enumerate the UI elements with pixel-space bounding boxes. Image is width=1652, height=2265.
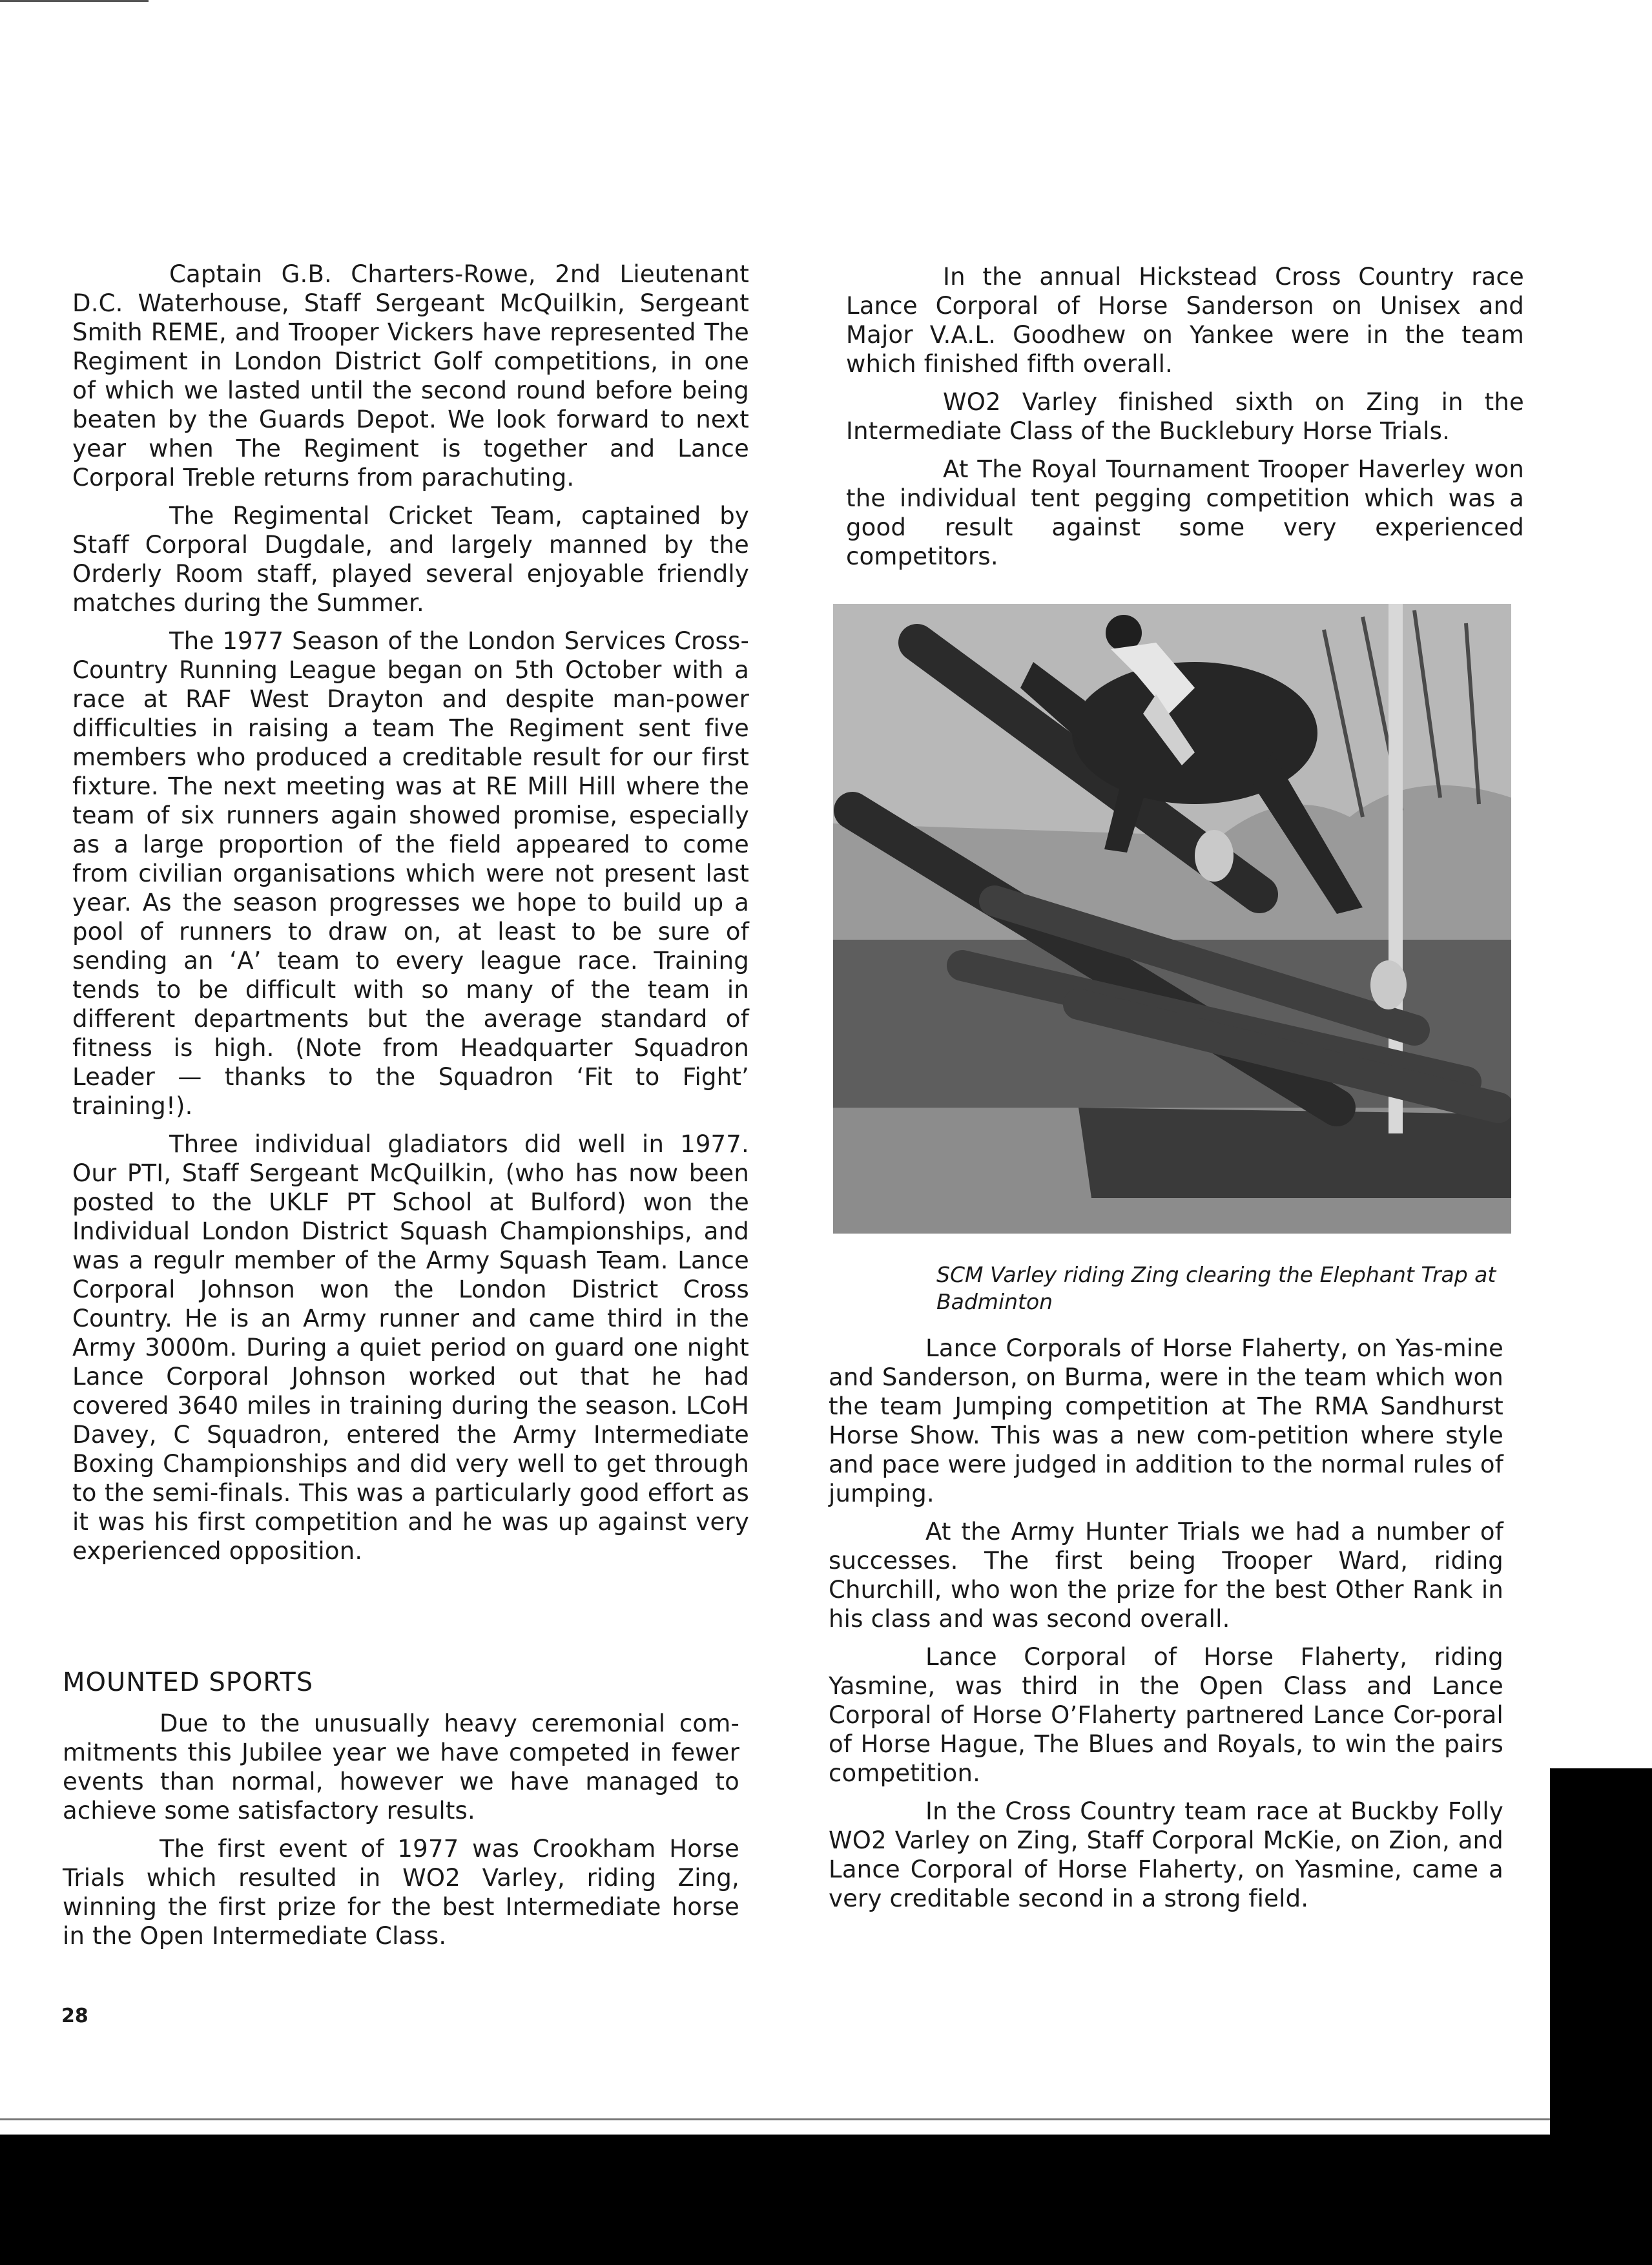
- paragraph-golf: Captain G.B. Charters-Rowe, 2nd Lieutenant D.C. Waterhouse, Staff Sergeant McQuilkin, Sergeant Smith REME, and Trooper Vickers have represented The Regiment in London District Golf competitions, in one of which we lasted until the second round before being beaten by the Guards Depot. We look forward to next year when The Regiment is together and Lance Corporal Treble returns from parachuting.: [72, 260, 749, 491]
- paragraph-gladiators: Three individual gladiators did well in 1977. Our PTI, Staff Sergeant McQuilkin, (who has now been posted to the UKLF PT School at Bulford) won the Individual London District Squash Championships, and was a regulr member of the Army Squash Team. Lance Corporal Johnson won the London District Cross Country. He is an Army runner and came third in the Army 3000m. During a quiet period on guard one night Lance Corporal Johnson worked out that he had covered 3640 miles in training during the season. LCoH Davey, C Squadron, entered the Army Intermediate Boxing Championships and did very well to get through to the semi-finals. This was a particularly good effort as it was his first competition and he was up against very experienced opposition.: [72, 1130, 749, 1565]
- mounted-sports-body: [63, 1709, 739, 1960]
- scan-edge-line-bottom: [0, 2118, 1550, 2120]
- photo-horse-jumping: [833, 604, 1511, 1234]
- paragraph-hunter-trials: At the Army Hunter Trials we had a number of successes. The first being Trooper Ward, riding Churchill, who won the prize for the best Other Rank in his class and was second overall.: [829, 1518, 1503, 1633]
- paragraph-crookham: The first event of 1977 was Crookham Horse Trials which resulted in WO2 Varley, riding Zing, winning the first prize for the best Intermediate horse in the Open Intermediate Class.: [63, 1835, 739, 1950]
- right-column-bottom: [829, 1334, 1503, 1922]
- page-number: 28: [61, 2005, 88, 2027]
- paragraph-pairs: Lance Corporal of Horse Flaherty, riding Yasmine, was third in the Open Class and Lance Corporal of Horse O’Flaherty partnered Lance Cor-poral of Horse Hague, The Blues and Royals, to win the pairs competition.: [829, 1643, 1503, 1787]
- section-heading-mounted-sports: MOUNTED SPORTS: [63, 1668, 314, 1697]
- paragraph-sandhurst: Lance Corporals of Horse Flaherty, on Yas-mine and Sanderson, on Burma, were in the team which won the team Jumping competition at The RMA Sandhurst Horse Show. This was a new com-petition where style and pace were judged in addition to the normal rules of jumping.: [829, 1334, 1503, 1507]
- left-column: [72, 260, 749, 1575]
- paragraph-cricket: The Regimental Cricket Team, captained by Staff Corporal Dugdale, and largely manned by the Orderly Room staff, played several enjoyable friendly matches during the Summer.: [72, 502, 749, 617]
- paragraph-bucklebury: WO2 Varley finished sixth on Zing in the Intermediate Class of the Bucklebury Horse Trials.: [846, 388, 1524, 445]
- right-column-top: [846, 262, 1524, 580]
- paragraph-ceremonial: Due to the unusually heavy ceremonial com-mitments this Jubilee year we have competed in fewer events than normal, however we have managed to achieve some satisfactory results.: [63, 1710, 739, 1825]
- paragraph-buckby-folly: In the Cross Country team race at Buckby Folly WO2 Varley on Zing, Staff Corporal McKie, on Zion, and Lance Corporal of Horse Flaherty, on Yasmine, came a very creditable second in a strong field.: [829, 1797, 1503, 1912]
- photo-caption: SCM Varley riding Zing clearing the Elephant Trap at Badminton: [936, 1262, 1496, 1314]
- scan-edge-line: [0, 0, 149, 2]
- paragraph-cross-country: The 1977 Season of the London Services Cross-Country Running League began on 5th October with a race at RAF West Drayton and despite man-power difficulties in raising a team The Regiment sent five members who produced a creditable result for our first fixture. The next meeting was at RE Mill Hill where the team of six runners again showed promise, especially as a large proportion of the field appeared to come from civilian organisations which were not present last year. As the season progresses we hope to build up a pool of runners to draw on, at least to be sure of sending an ‘A’ team to every league race. Training tends to be difficult with so many of the team in different departments but the average standard of fitness is high. (Note from Headquarter Squadron Leader — thanks to the Squadron ‘Fit to Fight’ training!).: [72, 627, 749, 1120]
- scan-border-bottom: [0, 2135, 1652, 2265]
- paragraph-royal-tournament: At The Royal Tournament Trooper Haverley won the individual tent pegging competition which was a good result against some very experienced competitors.: [846, 455, 1524, 570]
- paragraph-hickstead: In the annual Hickstead Cross Country race Lance Corporal of Horse Sanderson on Unisex and Major V.A.L. Goodhew on Yankee were in the team which finished fifth overall.: [846, 263, 1524, 378]
